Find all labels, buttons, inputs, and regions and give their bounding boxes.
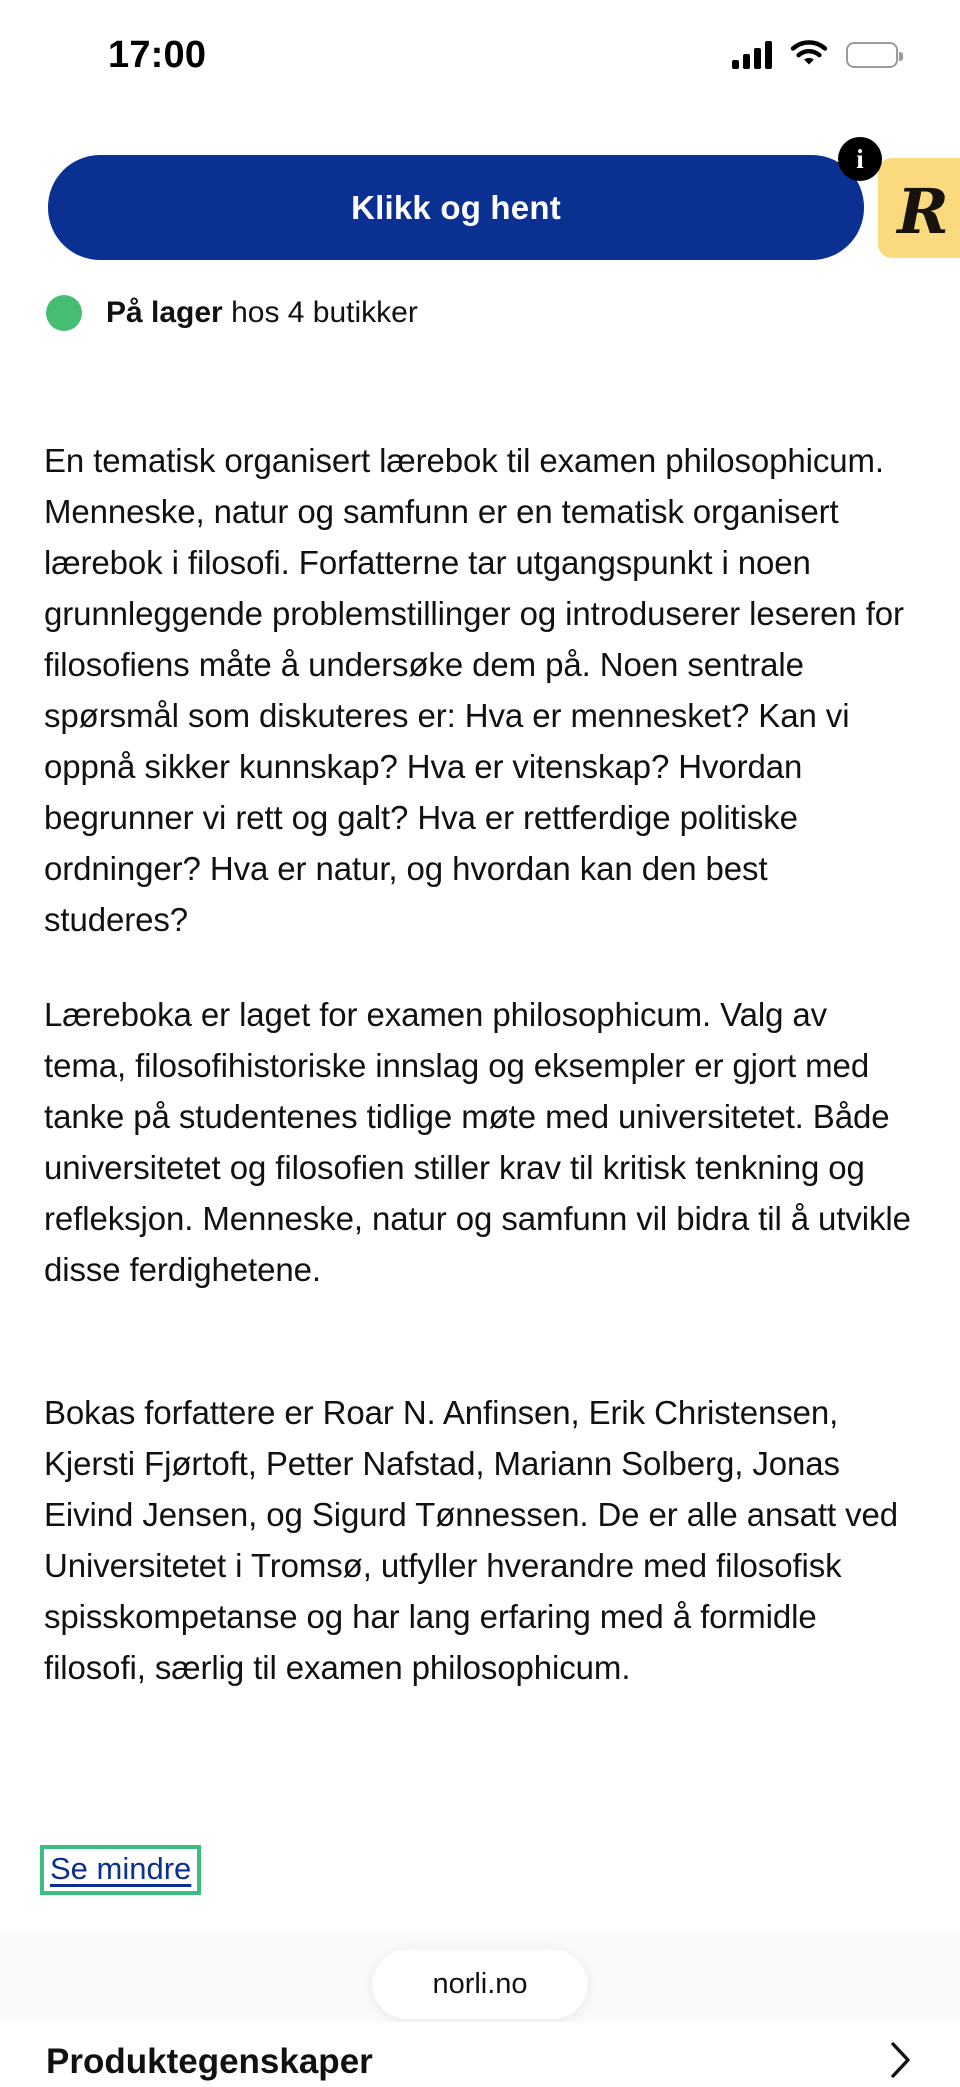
see-less-wrapper	[40, 1845, 201, 1895]
stock-status	[46, 295, 418, 331]
status-bar-icons	[732, 39, 898, 72]
status-bar	[0, 0, 960, 110]
stock-status-label: På lager	[106, 296, 223, 329]
klikk-og-hent-button[interactable]: Klikk og hent	[48, 155, 864, 260]
wifi-icon	[790, 39, 828, 72]
brand-badge	[878, 158, 960, 258]
accordion-produktegenskaper[interactable]	[0, 2022, 960, 2087]
stock-detail-label: hos 4 butikker	[222, 296, 418, 329]
cellular-signal-icon	[732, 41, 772, 69]
bottom-sheet	[0, 1930, 960, 2087]
description-paragraph: Bokas forfattere er Roar N. Anfinsen, Erik Christensen, Kjersti Fjørtoft, Petter Nafstad, Mariann Solberg, Jonas Eivind Jensen, og Sigurd Tønnessen. De er alle ansatt ved Universitetet i Tromsø, utfyller hverandre med filosofisk spisskompetanse og har lang erfaring med å formidle filosofi, særlig til examen philosophicum.	[44, 1394, 899, 1686]
chevron-right-icon	[890, 2041, 912, 2084]
status-bar-time: 17:00	[108, 33, 207, 76]
stock-status-text	[106, 295, 418, 331]
description-paragraph: Menneske, natur og samfunn er en tematisk organisert lærebok i filosofi. Forfatterne tar utgangspunkt i noen grunnleggende problemstillinger og introduserer leseren for filosofiens måte å undersøke dem på. Noen sentrale spørsmål som diskuteres er: Hva er mennesket? Kan vi oppnå sikker kunnskap? Hva er vitenskap? Hvordan begrunner vi rett og galt? Hva er rettferdige politiske ordninger? Hva er natur, og hvordan kan den best studeres?	[44, 493, 904, 938]
battery-icon	[846, 42, 898, 68]
description-paragraph: En tematisk organisert lærebok til examen philosophicum.	[44, 442, 884, 479]
brand-r-icon: R	[897, 175, 949, 248]
accordion-label: Produktegenskaper	[46, 2042, 373, 2081]
see-less-link[interactable]: Se mindre	[40, 1845, 201, 1895]
description-paragraph: Læreboka er laget for examen philosophicum. Valg av tema, filosofihistoriske innslag og eksempler er gjort med tanke på studentenes tidlige møte med universitetet. Både universitetet og filosofien stiller krav til kritisk tenkning og refleksjon. Menneske, natur og samfunn vil bidra til å utvikle disse ferdighetene.	[44, 996, 911, 1288]
domain-pill: norli.no	[372, 1950, 587, 2019]
info-icon[interactable]: i	[838, 137, 882, 181]
product-description	[44, 435, 916, 1693]
in-stock-dot-icon	[46, 295, 82, 331]
click-and-collect-section	[0, 143, 960, 265]
